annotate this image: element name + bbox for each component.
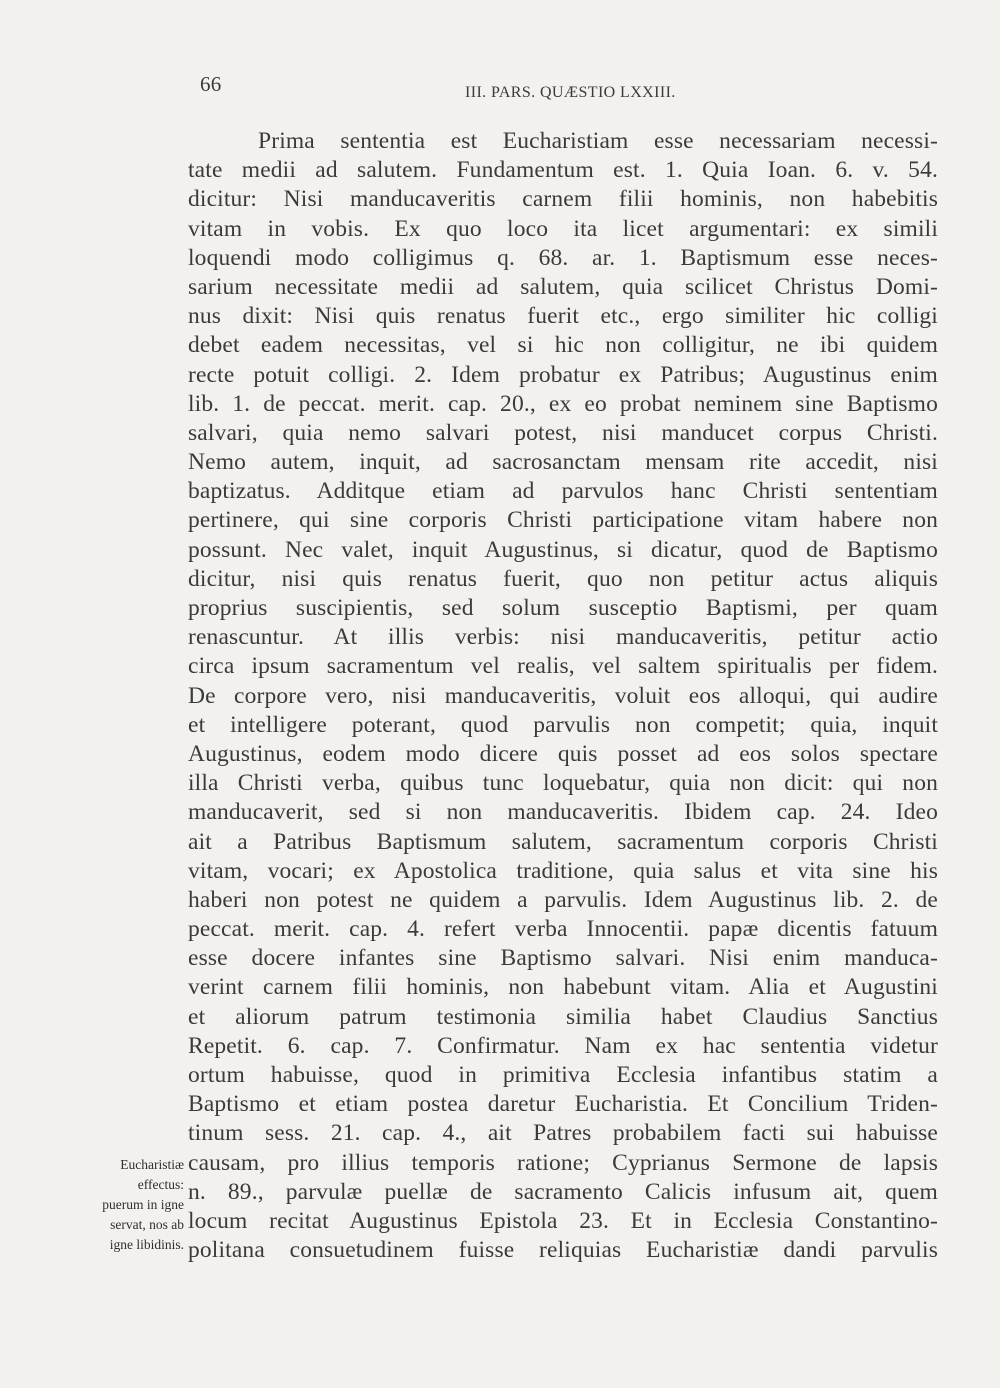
- body-line: esse docere infantes sine Baptismo salvari. Nisi enim manduca-: [188, 945, 938, 972]
- margin-note-line: effectus:: [137, 1177, 184, 1192]
- body-line: possunt. Nec valet, inquit Augustinus, si dicatur, quod de Baptismo: [188, 536, 938, 563]
- body-line: et intelligere poterant, quod parvulis non competit; quia, inquit: [188, 711, 938, 738]
- margin-note-line: servat, nos ab: [110, 1217, 184, 1232]
- running-head: III. PARS. QUÆSTIO LXXIII.: [465, 84, 676, 101]
- body-line: proprius suscipientis, sed solum susceptio Baptismi, per quam: [188, 595, 938, 621]
- margin-note-line: Eucharistiæ: [120, 1157, 184, 1172]
- body-line: tinum sess. 21. cap. 4., ait Patres probabilem facti sui habuisse: [188, 1120, 938, 1147]
- margin-note: [72, 1155, 184, 1255]
- body-line: Prima sententia est Eucharistiam esse necessariam necessi-: [258, 128, 938, 154]
- body-line: pertinere, qui sine corporis Christi participatione vitam habere non: [188, 507, 938, 534]
- body-line: n. 89., parvulæ puellæ de sacramento Calicis infusum ait, quem: [188, 1178, 938, 1205]
- body-line: baptizatus. Additque etiam ad parvulos hanc Christi sententiam: [188, 478, 938, 505]
- body-line: peccat. merit. cap. 4. refert verba Innocentii. papæ dicentis fatuum: [188, 916, 938, 943]
- body-line: et aliorum patrum testimonia similia habet Claudius Sanctius: [188, 1003, 938, 1030]
- body-line: Baptismo et etiam postea daretur Eucharistia. Et Concilium Triden-: [188, 1091, 938, 1118]
- body-line: lib. 1. de peccat. merit. cap. 20., ex eo probat neminem sine Baptismo: [188, 390, 938, 417]
- body-line: debet eadem necessitas, vel si hic non colligitur, ne ibi quidem: [188, 332, 938, 359]
- body-line: causam, pro illius temporis ratione; Cyprianus Sermone de lapsis: [188, 1149, 938, 1176]
- margin-note-line: igne libidinis.: [109, 1237, 184, 1252]
- body-line: circa ipsum sacramentum vel realis, vel saltem spiritualis per fidem.: [188, 653, 938, 680]
- margin-note-line: puerum in igne: [102, 1197, 184, 1212]
- body-line: nus dixit: Nisi quis renatus fuerit etc., ergo similiter hic colligi: [188, 303, 938, 330]
- body-line: renascuntur. At illis verbis: nisi manducaveritis, petitur actio: [188, 624, 938, 651]
- body-line: locum recitat Augustinus Epistola 23. Et in Ecclesia Constantino-: [188, 1207, 938, 1234]
- body-line: manducaverit, sed si non manducaveritis. Ibidem cap. 24. Ideo: [188, 799, 938, 826]
- body-line: recte potuit colligi. 2. Idem probatur ex Patribus; Augustinus enim: [188, 361, 938, 388]
- body-line: verint carnem filii hominis, non habebunt vitam. Alia et Augustini: [188, 974, 938, 1001]
- body-line: De corpore vero, nisi manducaveritis, voluit eos alloqui, qui audire: [188, 682, 938, 709]
- body-line: illa Christi verba, quibus tunc loquebatur, quia non dicit: qui non: [188, 770, 938, 797]
- body-line: vitam in vobis. Ex quo loco ita licet argumentari: ex simili: [188, 215, 938, 242]
- body-line: dicitur, nisi quis renatus fuerit, quo non petitur actus aliquis: [188, 565, 938, 592]
- body-line: ait a Patribus Baptismum salutem, sacramentum corporis Christi: [188, 828, 938, 855]
- body-line: vitam, vocari; ex Apostolica traditione, quia salus et vita sine his: [188, 857, 938, 884]
- body-line: sarium necessitate medii ad salutem, quia scilicet Christus Domi-: [188, 273, 938, 300]
- body-line: ortum habuisse, quod in primitiva Ecclesia infantibus statim a: [188, 1062, 938, 1088]
- body-text: [188, 127, 938, 1265]
- body-line: politana consuetudinem fuisse reliquias Eucharistiæ dandi parvulis: [188, 1237, 938, 1264]
- page-number: 66: [200, 72, 222, 96]
- body-line: Nemo autem, inquit, ad sacrosanctam mensam rite accedit, nisi: [188, 449, 938, 476]
- body-line: loquendi modo colligimus q. 68. ar. 1. Baptismum esse neces-: [188, 244, 938, 271]
- body-line: haberi non potest ne quidem a parvulis. Idem Augustinus lib. 2. de: [188, 886, 938, 913]
- body-line: dicitur: Nisi manducaveritis carnem filii hominis, non habebitis: [188, 186, 938, 213]
- body-line: tate medii ad salutem. Fundamentum est. 1. Quia Ioan. 6. v. 54.: [188, 157, 938, 184]
- body-line: Augustinus, eodem modo dicere quis posset ad eos solos spectare: [188, 740, 938, 767]
- body-line: salvari, quia nemo salvari potest, nisi manducet corpus Christi.: [188, 419, 938, 446]
- body-line: Repetit. 6. cap. 7. Confirmatur. Nam ex hac sententia videtur: [188, 1032, 938, 1059]
